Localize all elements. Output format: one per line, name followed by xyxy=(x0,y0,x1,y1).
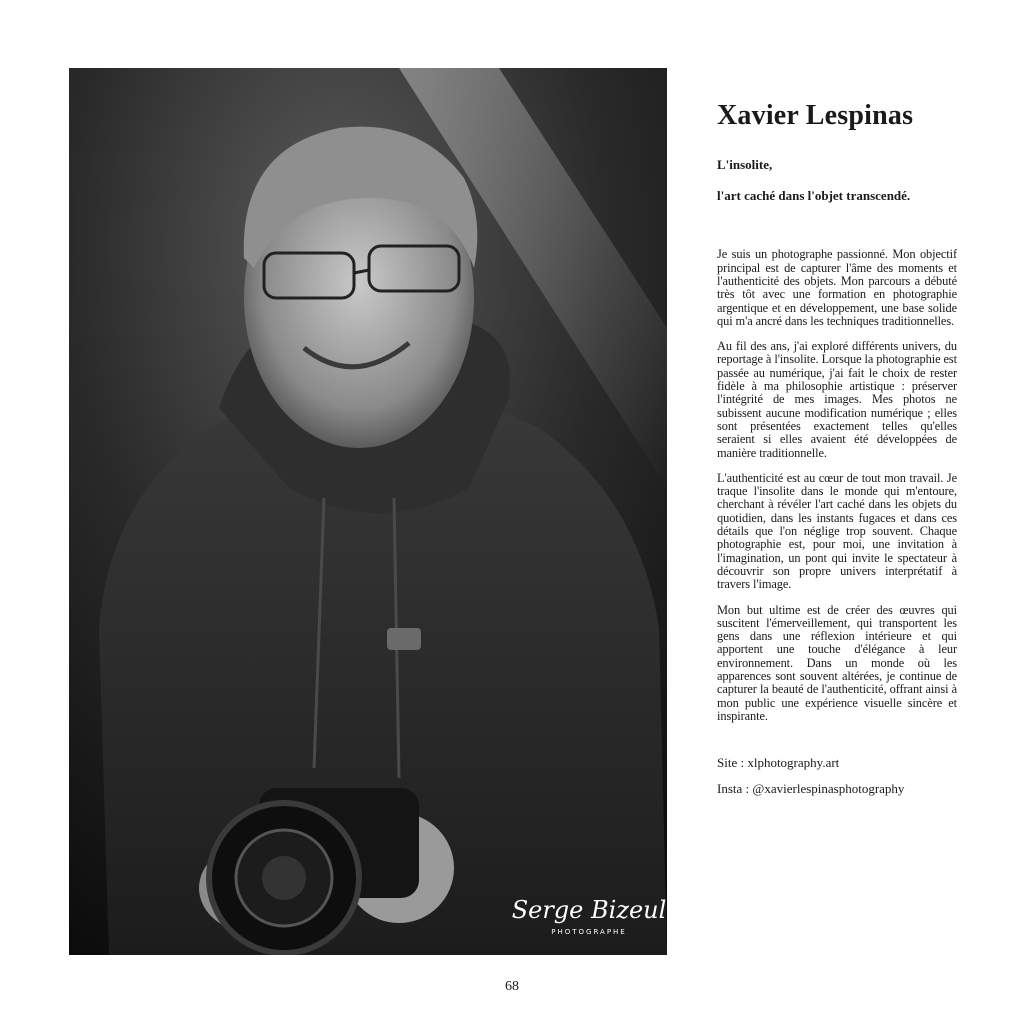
paragraph-4: Mon but ultime est de créer des œuvres qui suscitent l'émerveillement, qui transportent les gens dans une réflexion intérieure et qui apportent une touche d'élégance à leur environnement. Dans un monde où les apparences sont souvent altérées, je continue de capturer la beauté de l'authenticité, offrant ainsi à mon public une expérience visuelle sincère et inspirante. xyxy=(717,602,957,723)
portrait-illustration xyxy=(69,68,667,955)
page-number: 68 xyxy=(505,979,519,994)
paragraph-1: Je suis un photographe passionné. Mon objectif principal est de capturer l'âme des moments et l'authenticité des objets. Mon parcours a débuté très tôt avec une formation en photographie argentique et en développement, une base solide qui m'a ancré dans les techniques traditionnelles. xyxy=(717,247,957,328)
tagline-line-2: l'art caché dans l'objet transcendé. xyxy=(717,187,911,203)
portrait-photo xyxy=(69,68,667,955)
paragraph-3: L'authenticité est au cœur de tout mon travail. Je traque l'insolite dans le monde qui m'entoure, cherchant à révéler l'art caché dans les objets du quotidien, dans les instants fugaces et dans ces détails que l'on néglige trop souvent. Chaque photographie est, pour moi, une invitation à l'imagination, un pont qui invite le spectateur à découvrir son propre univers interprétatif à travers l'image. xyxy=(717,470,957,592)
article-body xyxy=(717,248,957,723)
photographer-signature: Serge Bizeul xyxy=(511,896,667,924)
contact-links xyxy=(717,755,957,797)
author-name: Xavier Lespinas xyxy=(717,100,914,131)
instagram-link[interactable]: Insta : @xavierlespinasphotography xyxy=(717,781,905,797)
photographer-signature-subtitle: PHOTOGRAPHE xyxy=(551,928,627,936)
tagline-line-1: L'insolite, xyxy=(717,157,773,173)
paragraph-2: Au fil des ans, j'ai exploré différents univers, du reportage à l'insolite. Lorsque la photographie est passée au numérique, j'ai fait le choix de rester fidèle à ma philosophie artistique : préserver l'intégrité de mes images. Mes photos ne subissent aucune modification numérique ; elles sont présentées exactement telles qu'elles seraient si elles avaient été développées de manière traditionnelle. xyxy=(717,339,957,460)
site-link[interactable]: Site : xlphotography.art xyxy=(717,755,840,771)
article-column xyxy=(717,100,957,807)
